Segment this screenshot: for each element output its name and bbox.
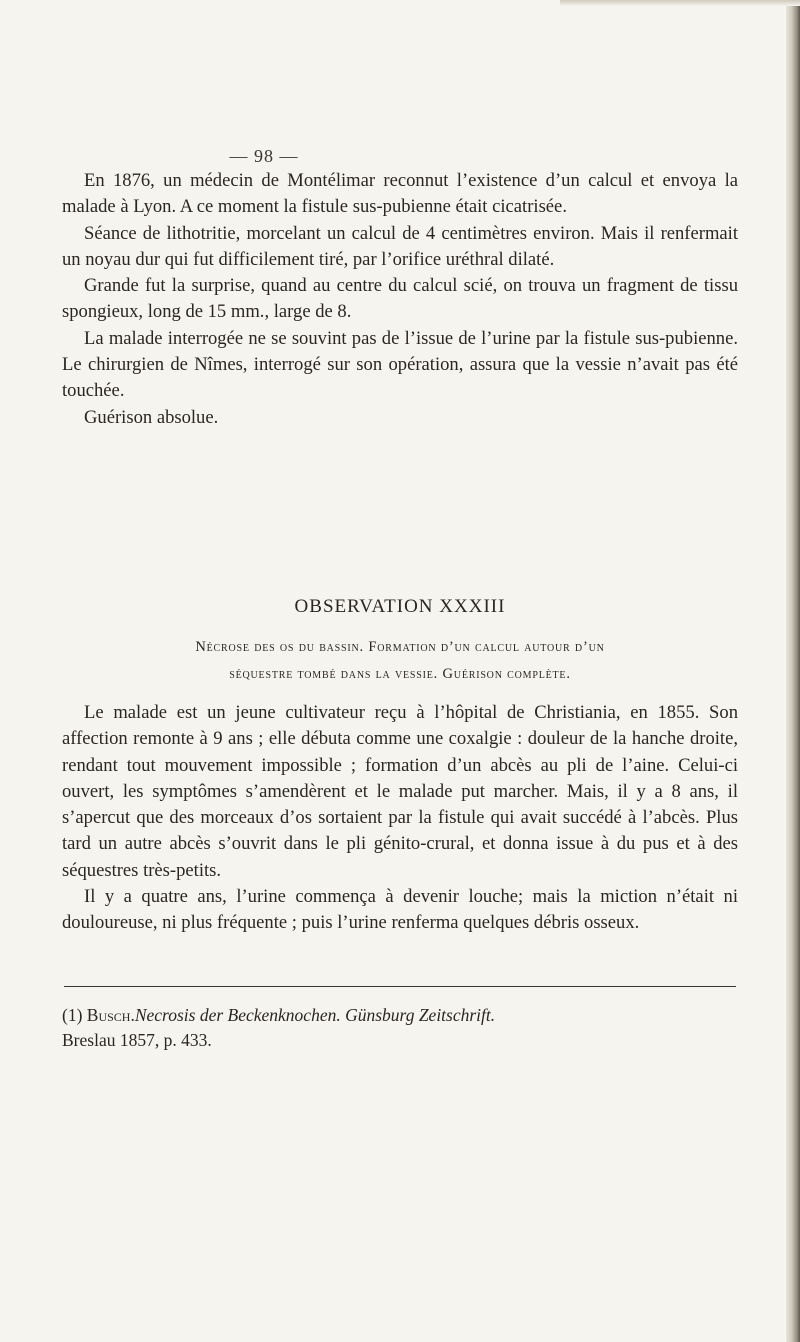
observation-subtitle-line: Nécrose des os du bassin. Formation d’un calcul autour d’un (195, 639, 605, 655)
paragraph: Guérison absolue. (84, 406, 219, 428)
text-block-top (62, 168, 738, 431)
paragraph: Grande fut la surprise, quand au centre du calcul scié, on trouva un fragment de tissu spongieux, long de 15 mm., large de 8. (62, 275, 738, 323)
footnote-title: Necrosis der Beckenknochen. Günsburg Zeitschrift. (134, 1005, 496, 1025)
footnote (62, 1003, 738, 1052)
paragraph: Le malade est un jeune cultivateur reçu à l’hôpital de Christiania, en 1855. Son affection remonte à 9 ans ; elle débuta comme une coxalgie : douleur de la hanche droite, rendant tout mouvement impossible ; formation d’un abcès au pli de l’aine. Celui-ci ouvert, les symptômes s’amendèrent et le malade put marcher. Mais, il y a 8 ans, il s’apercut que des morceaux d’os sortaient par la fistule qui avait succédé à l’abcès. Plus tard un autre abcès s’ouvrit dans le pli génito-crural, et donna issue à du pus et à des séquestres très-petits. (62, 702, 738, 881)
footnote-marker: (1) (62, 1005, 83, 1025)
footnote-divider (64, 986, 736, 987)
paragraph: La malade interrogée ne se souvint pas de l’issue de l’urine par la fistule sus-pubienne. Le chirurgien de Nîmes, interrogé sur son opération, assura que la vessie n’avait pas été touchée. (62, 327, 738, 402)
paragraph: Séance de lithotritie, morcelant un calcul de 4 centimètres environ. Mais il renfermait un noyau dur qui fut difficilement tiré, par l’orifice uréthral dilaté. (62, 222, 738, 270)
text-block-bottom (62, 700, 738, 937)
observation-subtitle-line: séquestre tombé dans la vessie. Guérison complète. (229, 666, 571, 682)
observation-subtitle (62, 634, 738, 688)
paragraph: En 1876, un médecin de Montélimar reconnut l’existence d’un calcul et envoya la malade à Lyon. A ce moment la fistule sus-pubienne était cicatrisée. (62, 170, 738, 218)
page-number: — 98 — (229, 146, 299, 166)
page-edge-shadow (786, 0, 800, 1342)
page-edge-top-shadow (560, 0, 800, 6)
paragraph: Il y a quatre ans, l’urine commença à devenir louche; mais la miction n’était ni douloureuse, ni plus fréquente ; puis l’urine renferma quelques débris osseux. (62, 886, 738, 934)
footnote-publication: Breslau 1857, p. 433. (62, 1029, 212, 1050)
observation-title: OBSERVATION XXXIII (294, 596, 506, 617)
footnote-author: Busch. (86, 1005, 135, 1025)
